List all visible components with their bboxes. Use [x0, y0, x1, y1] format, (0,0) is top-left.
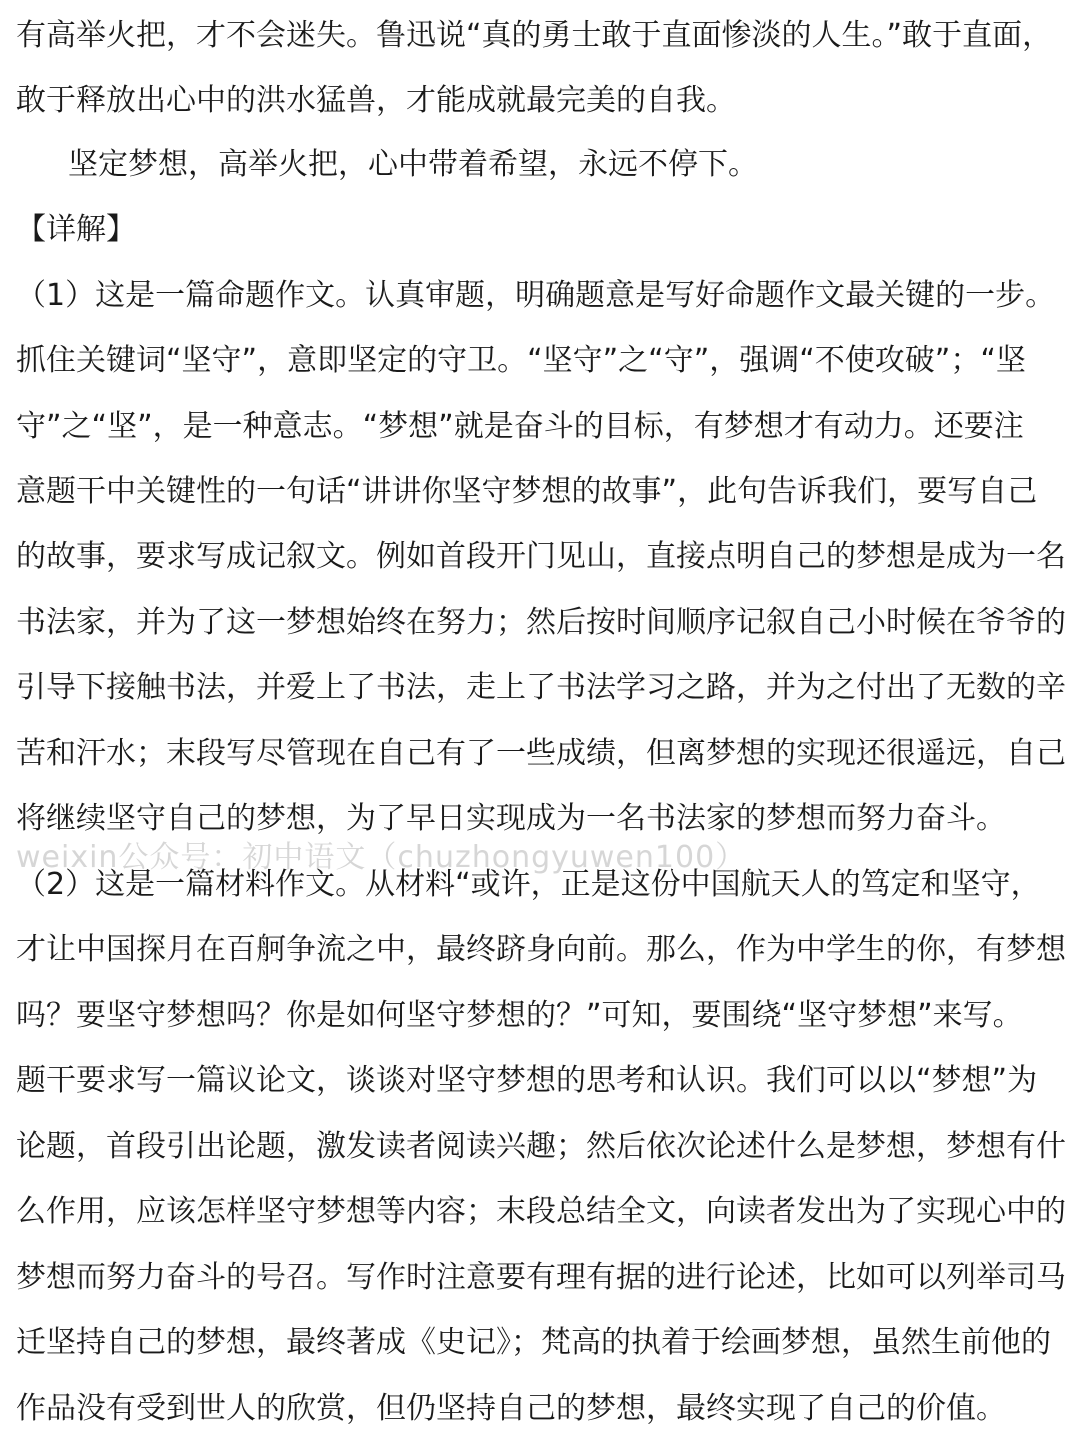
text-line: 的故事，要求写成记叙文。例如首段开门见山，直接点明自己的梦想是成为一名	[16, 539, 1066, 574]
text-line: 敢于释放出心中的洪水猛兽，才能成就最完美的自我。	[16, 83, 736, 118]
text-line: （2）这是一篇材料作文。从材料“或许，正是这份中国航天人的笃定和坚守，	[16, 867, 1041, 902]
text-line: 梦想而努力奋斗的号召。写作时注意要有理有据的进行论述，比如可以列举司马	[16, 1260, 1066, 1295]
watermark-text: weixin公众号：初中语文（chuzhongyuwen100）	[16, 840, 747, 875]
text-line: 论题，首段引出论题，激发读者阅读兴趣；然后依次论述什么是梦想，梦想有什	[16, 1129, 1066, 1164]
text-line: 吗？要坚守梦想吗？你是如何坚守梦想的？”可知，要围绕“坚守梦想”来写。	[16, 998, 1023, 1033]
text-line: 书法家，并为了这一梦想始终在努力；然后按时间顺序记叙自己小时候在爷爷的	[16, 605, 1066, 640]
text-line: （1）这是一篇命题作文。认真审题，明确题意是写好命题作文最关键的一步。	[16, 278, 1056, 313]
text-line: 抓住关键词“坚守”，意即坚定的守卫。“坚守”之“守”，强调“不使攻破”；“坚	[16, 343, 1026, 378]
text-line: 引导下接触书法，并爱上了书法，走上了书法学习之路，并为之付出了无数的辛	[16, 670, 1066, 705]
text-line: 将继续坚守自己的梦想，为了早日实现成为一名书法家的梦想而努力奋斗。	[16, 801, 1006, 836]
text-line: 才让中国探月在百舸争流之中，最终跻身向前。那么，作为中学生的你，有梦想	[16, 932, 1066, 967]
text-line: 坚定梦想，高举火把，心中带着希望，永远不停下。	[68, 147, 758, 182]
text-line: 作品没有受到世人的欣赏，但仍坚持自己的梦想，最终实现了自己的价值。	[16, 1391, 1006, 1426]
text-line: 有高举火把，才不会迷失。鲁迅说“真的勇士敢于直面惨淡的人生。”敢于直面，	[16, 18, 1053, 53]
text-line: 苦和汗水；末段写尽管现在自己有了一些成绩，但离梦想的实现还很遥远，自己	[16, 736, 1066, 771]
text-line: 题干要求写一篇议论文，谈谈对坚守梦想的思考和认识。我们可以以“梦想”为	[16, 1063, 1038, 1098]
text-line: 意题干中关键性的一句话“讲讲你坚守梦想的故事”，此句告诉我们，要写自己	[16, 474, 1038, 509]
text-line: 迁坚持自己的梦想，最终著成《史记》；梵高的执着于绘画梦想，虽然生前他的	[16, 1325, 1051, 1360]
text-line: 么作用，应该怎样坚守梦想等内容；末段总结全文，向读者发出为了实现心中的	[16, 1194, 1066, 1229]
section-heading: 【详解】	[16, 212, 136, 247]
text-line: 守”之“坚”，是一种意志。“梦想”就是奋斗的目标，有梦想才有动力。还要注	[16, 409, 1024, 444]
